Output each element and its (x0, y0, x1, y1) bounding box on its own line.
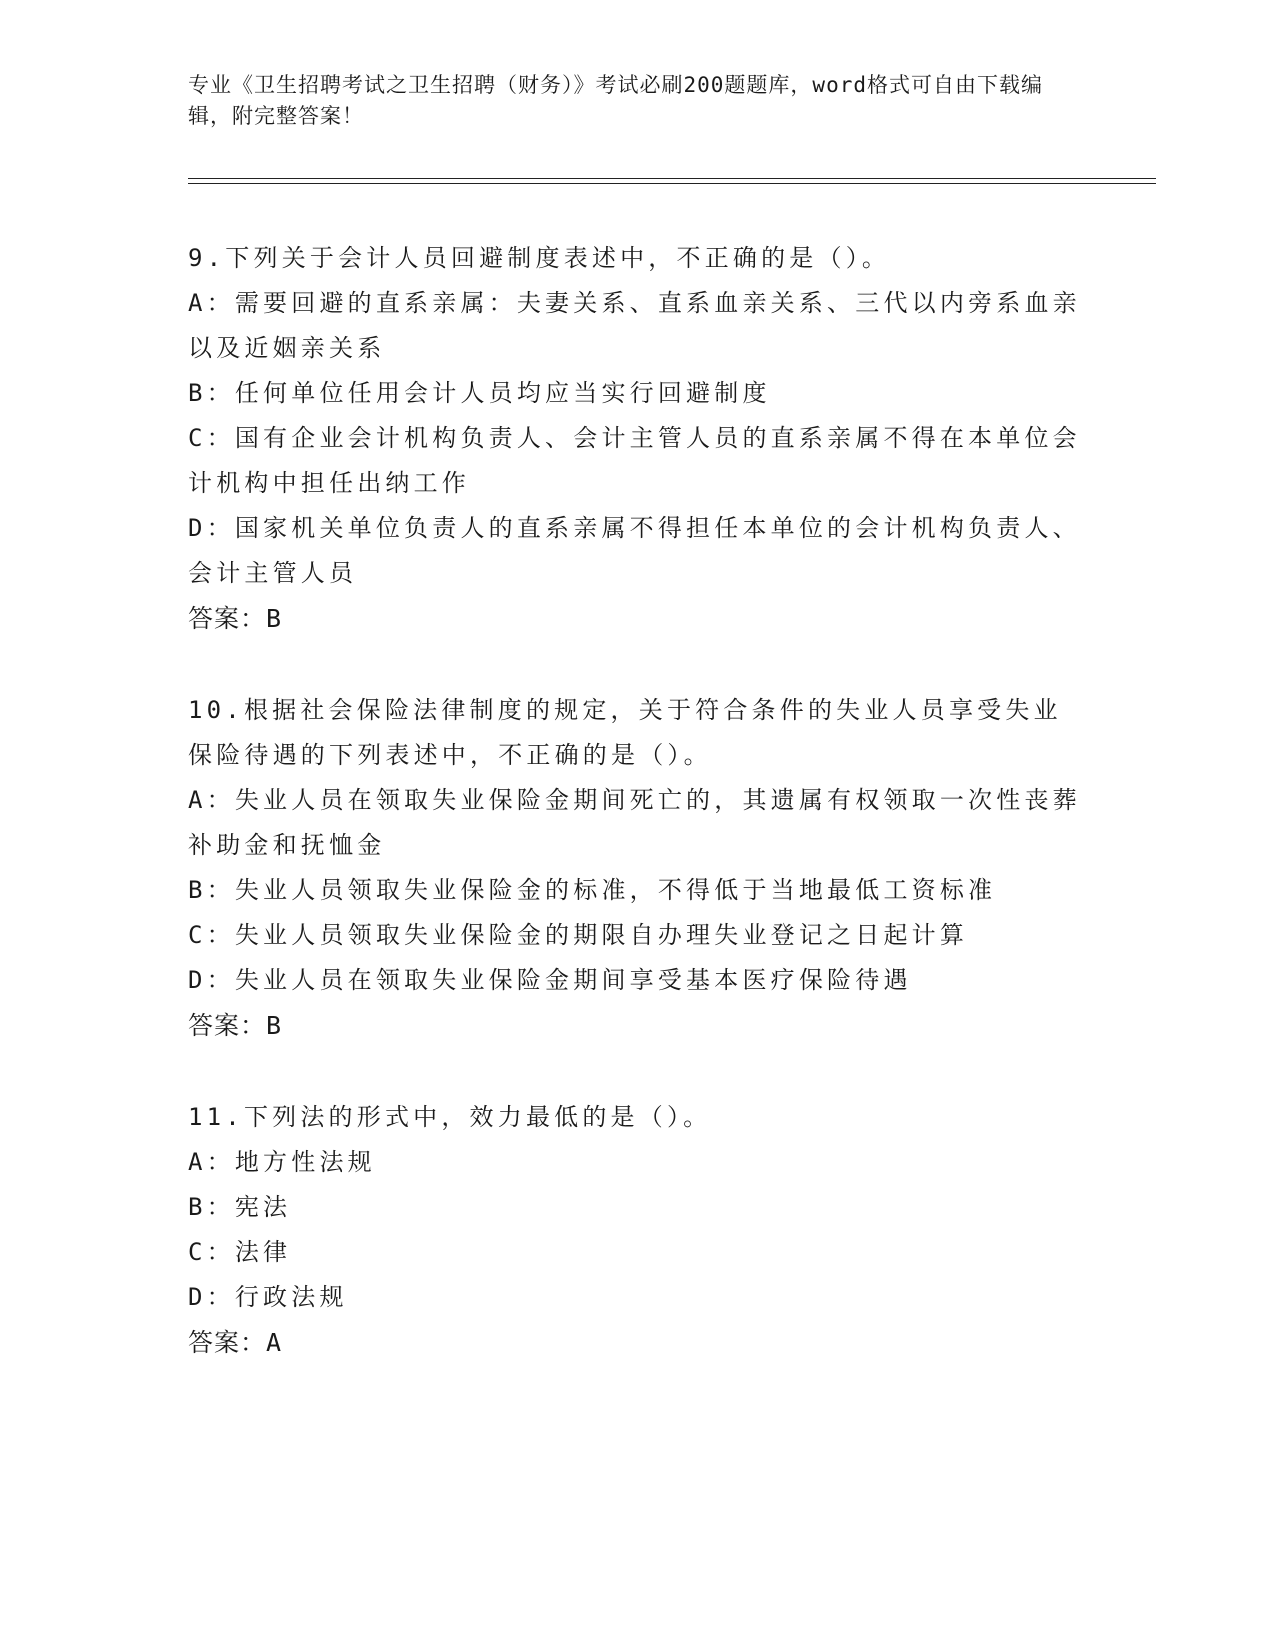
option-a: A：失业人员在领取失业保险金期间死亡的，其遗属有权领取一次性丧葬补助金和抚恤金 (188, 786, 1081, 859)
answer: 答案：A (188, 1328, 283, 1357)
header-divider-top (188, 178, 1156, 179)
option-b: B：任何单位任用会计人员均应当实行回避制度 (188, 379, 771, 407)
option-b: B：宪法 (188, 1193, 292, 1221)
option-d: D：失业人员在领取失业保险金期间享受基本医疗保险待遇 (188, 966, 912, 994)
question-text: 10.根据社会保险法律制度的规定，关于符合条件的失业人员享受失业保险待遇的下列表述中，不正确的是（）。 (188, 696, 1062, 769)
question-11 (188, 1095, 1088, 1366)
header-text: 专业《卫生招聘考试之卫生招聘（财务）》考试必刷200题题库，word格式可自由下载编辑，附完整答案！ (188, 73, 1043, 128)
document-header (188, 70, 1078, 132)
option-b: B：失业人员领取失业保险金的标准，不得低于当地最低工资标准 (188, 876, 997, 904)
question-10 (188, 688, 1088, 1049)
question-text: 11.下列法的形式中，效力最低的是（）。 (188, 1103, 712, 1131)
answer: 答案：B (188, 604, 283, 633)
option-d: D：国家机关单位负责人的直系亲属不得担任本单位的会计机构负责人、会计主管人员 (188, 514, 1081, 587)
question-list (188, 236, 1088, 1412)
option-c: C：法律 (188, 1238, 292, 1266)
option-a: A：地方性法规 (188, 1148, 376, 1176)
header-divider-bottom (188, 183, 1156, 184)
option-c: C：国有企业会计机构负责人、会计主管人员的直系亲属不得在本单位会计机构中担任出纳工作 (188, 424, 1081, 497)
option-d: D：行政法规 (188, 1283, 348, 1311)
question-text: 9.下列关于会计人员回避制度表述中，不正确的是（）。 (188, 244, 891, 272)
option-c: C：失业人员领取失业保险金的期限自办理失业登记之日起计算 (188, 921, 969, 949)
option-a: A：需要回避的直系亲属：夫妻关系、直系血亲关系、三代以内旁系血亲以及近姻亲关系 (188, 289, 1081, 362)
answer: 答案：B (188, 1011, 283, 1040)
question-9 (188, 236, 1088, 642)
